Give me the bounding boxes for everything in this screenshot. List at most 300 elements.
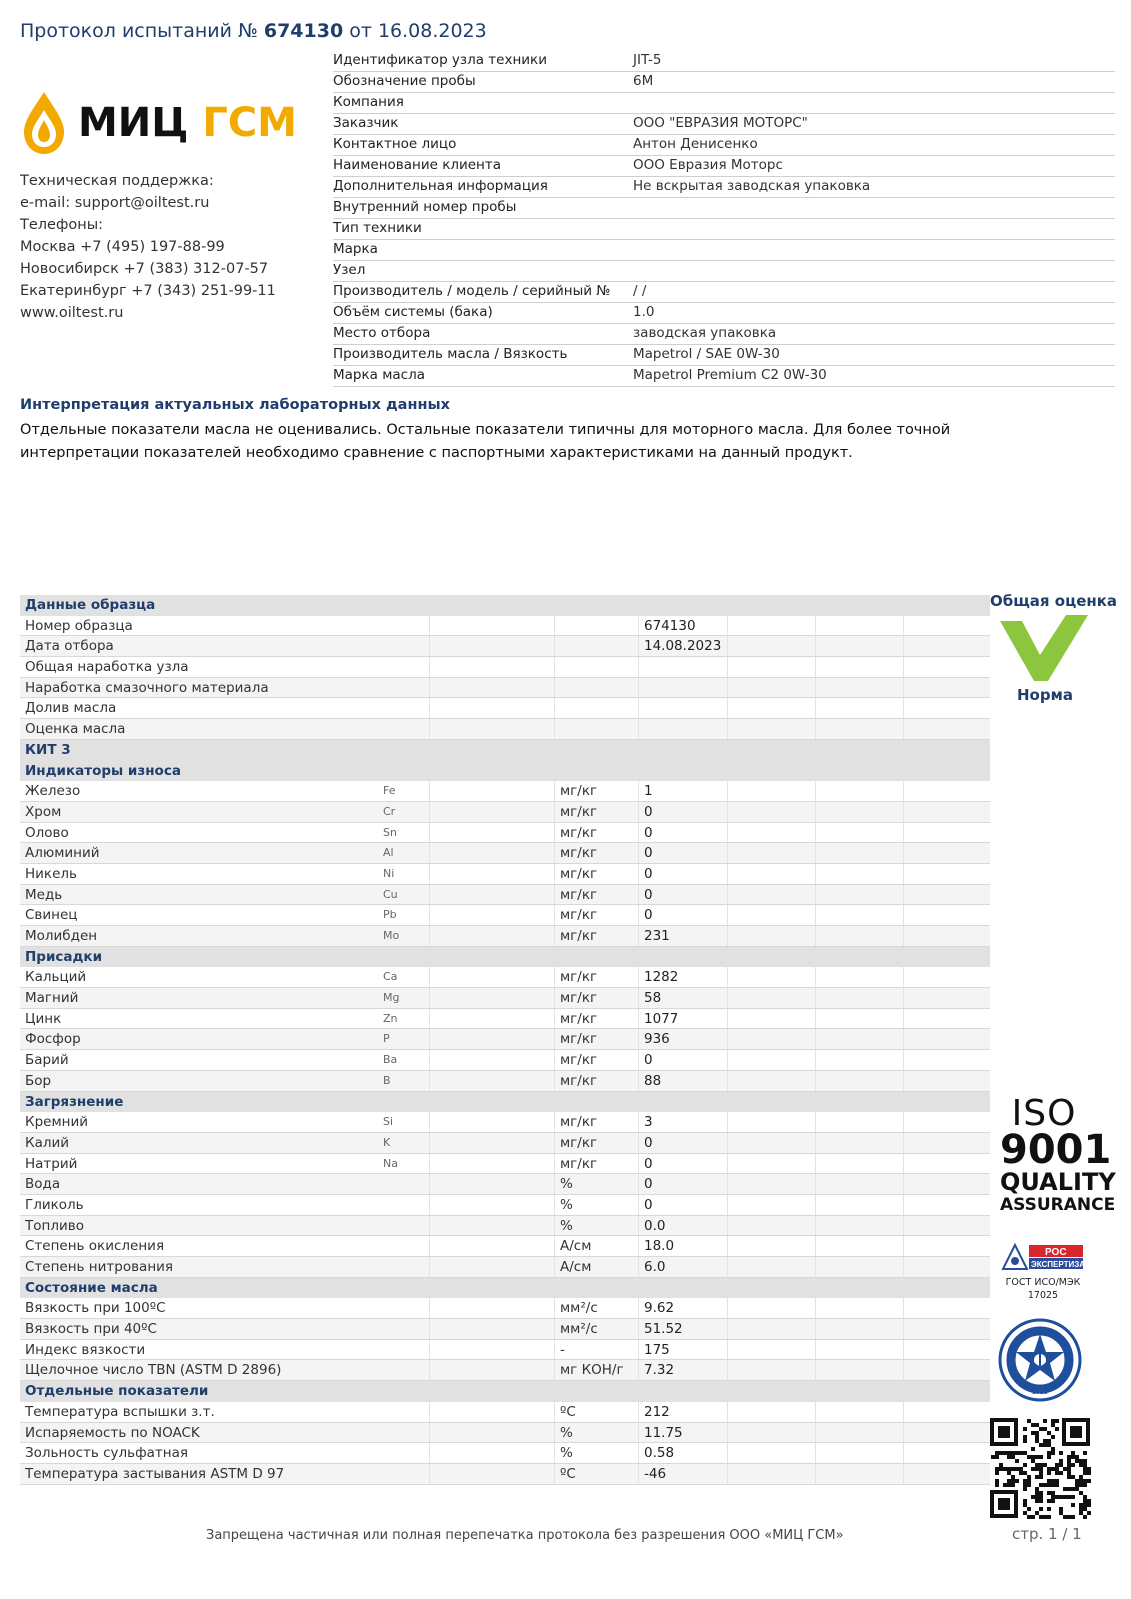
info-row [333, 114, 1115, 135]
info-row [333, 135, 1115, 156]
empty-cell [728, 1257, 816, 1277]
interpretation-heading: Интерпретация актуальных лабораторных данных [20, 397, 450, 413]
element-symbol [378, 1236, 430, 1256]
value-cell: 0.0 [639, 1216, 728, 1236]
empty-cell [728, 988, 816, 1008]
param-name: Оценка масла [25, 721, 126, 738]
empty-cell [728, 719, 816, 739]
empty-cell [430, 1319, 555, 1339]
empty-cell [728, 657, 816, 677]
unit-cell: мг/кг [555, 926, 639, 946]
table-row [20, 657, 990, 678]
element-symbol: Cu [378, 885, 430, 905]
info-label: Узел [333, 262, 366, 278]
element-symbol [378, 1443, 430, 1463]
empty-cell [728, 1340, 816, 1360]
unit-cell: мг/кг [555, 781, 639, 801]
empty-cell [728, 1216, 816, 1236]
value-cell: 0 [639, 1195, 728, 1215]
info-value: / / [633, 283, 647, 299]
element-symbol [378, 616, 430, 636]
param-name: Магний [25, 990, 79, 1007]
empty-cell [904, 1174, 990, 1194]
info-value: JIT-5 [633, 52, 662, 68]
empty-cell [904, 1257, 990, 1277]
table-row [20, 988, 990, 1009]
info-row [333, 198, 1115, 219]
info-row [333, 51, 1115, 72]
empty-cell [430, 885, 555, 905]
value-cell: 0 [639, 864, 728, 884]
table-row [20, 1071, 990, 1092]
value-cell [639, 678, 728, 698]
phone-novosibirsk: Новосибирск +7 (383) 312-07-57 [20, 261, 269, 277]
seal-year: 1913 [1032, 1389, 1048, 1396]
section-title: Загрязнение [25, 1093, 124, 1110]
info-value: ООО "ЕВРАЗИЯ МОТОРС" [633, 115, 808, 131]
info-label: Наименование клиента [333, 157, 502, 173]
table-row [20, 1443, 990, 1464]
empty-cell [430, 1464, 555, 1484]
table-row [20, 1257, 990, 1278]
empty-cell [816, 1298, 904, 1318]
empty-cell [904, 1071, 990, 1091]
section-header [20, 1278, 990, 1299]
empty-cell [728, 843, 816, 863]
empty-cell [904, 1443, 990, 1463]
logo-text-orange: ГСМ [202, 100, 297, 146]
empty-cell [728, 1133, 816, 1153]
param-name: Кальций [25, 969, 87, 986]
support-label: Техническая поддержка: [20, 173, 214, 189]
empty-cell [728, 885, 816, 905]
element-symbol [378, 1257, 430, 1277]
contacts-block [20, 170, 276, 324]
title-prefix: Протокол испытаний № [20, 20, 258, 42]
value-cell: 0 [639, 843, 728, 863]
table-row [20, 1402, 990, 1423]
unit-cell: мм²/с [555, 1298, 639, 1318]
table-row [20, 636, 990, 657]
empty-cell [904, 885, 990, 905]
iso-line2: 9001 [1000, 1127, 1112, 1173]
element-symbol: Na [378, 1154, 430, 1174]
empty-cell [904, 719, 990, 739]
empty-cell [728, 1195, 816, 1215]
table-row [20, 1050, 990, 1071]
info-row [333, 177, 1115, 198]
ros-expertiza-logo-icon [1001, 1243, 1085, 1271]
element-symbol [378, 657, 430, 677]
logo-text-dark: МИЦ [78, 100, 189, 146]
lab-results-table [20, 595, 990, 1485]
empty-cell [904, 967, 990, 987]
empty-cell [816, 719, 904, 739]
unit-cell: - [555, 1340, 639, 1360]
info-row [333, 156, 1115, 177]
empty-cell [430, 864, 555, 884]
param-name: Барий [25, 1052, 69, 1069]
element-symbol [378, 678, 430, 698]
param-name: Долив масла [25, 700, 117, 717]
param-name: Цинк [25, 1010, 62, 1027]
empty-cell [816, 843, 904, 863]
param-name: Наработка смазочного материала [25, 679, 269, 696]
value-cell: 0 [639, 1154, 728, 1174]
value-cell: 1077 [639, 1009, 728, 1029]
element-symbol: Al [378, 843, 430, 863]
empty-cell [430, 1236, 555, 1256]
info-value: Не вскрытая заводская упаковка [633, 178, 871, 194]
element-symbol [378, 1464, 430, 1484]
unit-cell: мг/кг [555, 843, 639, 863]
empty-cell [728, 1402, 816, 1422]
element-symbol [378, 698, 430, 718]
iso-line1: ISO [1011, 1093, 1077, 1134]
section-header [20, 1381, 990, 1402]
empty-cell [430, 1009, 555, 1029]
empty-cell [816, 781, 904, 801]
empty-cell [430, 719, 555, 739]
value-cell [639, 719, 728, 739]
unit-cell [555, 636, 639, 656]
value-cell [639, 657, 728, 677]
element-symbol [378, 1195, 430, 1215]
info-value: 1.0 [633, 304, 655, 320]
table-row [20, 843, 990, 864]
empty-cell [728, 823, 816, 843]
overall-label: Общая оценка [990, 592, 1118, 610]
protocol-title [20, 20, 487, 42]
unit-cell: ºC [555, 1464, 639, 1484]
empty-cell [816, 926, 904, 946]
info-value: заводская упаковка [633, 325, 777, 341]
empty-cell [430, 616, 555, 636]
element-symbol: Cr [378, 802, 430, 822]
table-row [20, 1319, 990, 1340]
empty-cell [904, 926, 990, 946]
empty-cell [816, 1402, 904, 1422]
param-name: Испаряемость по NOACK [25, 1424, 200, 1441]
empty-cell [430, 781, 555, 801]
info-value: 6M [633, 73, 654, 89]
element-symbol [378, 1216, 430, 1236]
table-row [20, 802, 990, 823]
empty-cell [816, 1050, 904, 1070]
empty-cell [904, 1423, 990, 1443]
section-title: Индикаторы износа [25, 762, 181, 779]
ros-caption-2: 17025 [1027, 1290, 1059, 1301]
info-value: Антон Денисенко [633, 136, 758, 152]
unit-cell: % [555, 1443, 639, 1463]
table-row [20, 1154, 990, 1175]
empty-cell [430, 905, 555, 925]
param-name: Вязкость при 40ºC [25, 1321, 157, 1338]
value-cell [639, 698, 728, 718]
empty-cell [728, 678, 816, 698]
info-row [333, 240, 1115, 261]
interpretation-text: Отдельные показатели масла не оценивались. Остальные показатели типичны для моторного масла. Для более точной интерпретации показателей необходимо сравнение с паспортными характеристиками на данный продукт. [20, 422, 951, 461]
empty-cell [430, 802, 555, 822]
website-link[interactable]: www.oiltest.ru [20, 305, 124, 321]
overall-check-icon [1000, 615, 1088, 681]
info-row [333, 261, 1115, 282]
empty-cell [816, 636, 904, 656]
param-name: Калий [25, 1134, 70, 1151]
param-name: Алюминий [25, 845, 100, 862]
info-row [333, 324, 1115, 345]
empty-cell [728, 1443, 816, 1463]
unit-cell: мг КОН/г [555, 1360, 639, 1380]
empty-cell [816, 657, 904, 677]
value-cell: 14.08.2023 [639, 636, 728, 656]
element-symbol: Ba [378, 1050, 430, 1070]
empty-cell [904, 1402, 990, 1422]
info-label: Контактное лицо [333, 136, 457, 152]
section-title: Данные образца [25, 597, 156, 613]
empty-cell [728, 1423, 816, 1443]
param-name: Зольность сульфатная [25, 1445, 189, 1462]
empty-cell [816, 1174, 904, 1194]
empty-cell [904, 1298, 990, 1318]
qr-code-icon [990, 1418, 1092, 1520]
value-cell: 18.0 [639, 1236, 728, 1256]
empty-cell [430, 636, 555, 656]
table-row [20, 719, 990, 740]
empty-cell [904, 1195, 990, 1215]
element-symbol [378, 719, 430, 739]
param-name: Вода [25, 1176, 61, 1193]
unit-cell: мг/кг [555, 885, 639, 905]
element-symbol: Mo [378, 926, 430, 946]
empty-cell [816, 885, 904, 905]
empty-cell [816, 823, 904, 843]
table-row [20, 967, 990, 988]
unit-cell: А/см [555, 1257, 639, 1277]
table-row [20, 926, 990, 947]
table-row [20, 781, 990, 802]
param-name: Дата отбора [25, 638, 114, 655]
table-row [20, 1195, 990, 1216]
param-name: Натрий [25, 1155, 78, 1172]
iso-9001-badge [1000, 1093, 1116, 1215]
company-logo [20, 90, 297, 156]
empty-cell [904, 781, 990, 801]
empty-cell [904, 657, 990, 677]
value-cell: 0 [639, 1133, 728, 1153]
info-value: ООО Евразия Моторс [633, 157, 783, 173]
info-label: Идентификатор узла техники [333, 52, 547, 68]
param-name: Номер образца [25, 617, 133, 634]
value-cell: 175 [639, 1340, 728, 1360]
empty-cell [816, 1423, 904, 1443]
value-cell: 231 [639, 926, 728, 946]
empty-cell [430, 1133, 555, 1153]
unit-cell: мг/кг [555, 967, 639, 987]
empty-cell [430, 967, 555, 987]
element-symbol: P [378, 1029, 430, 1049]
empty-cell [816, 1009, 904, 1029]
unit-cell: мг/кг [555, 1154, 639, 1174]
iso-line4: ASSURANCE [1000, 1195, 1116, 1215]
empty-cell [728, 1112, 816, 1132]
protocol-date: от 16.08.2023 [349, 20, 487, 42]
element-symbol: B [378, 1071, 430, 1091]
value-cell: 0 [639, 905, 728, 925]
section-title: Отдельные показатели [25, 1383, 209, 1400]
empty-cell [430, 1360, 555, 1380]
sample-info-table [333, 51, 1115, 387]
empty-cell [430, 1174, 555, 1194]
empty-cell [430, 1423, 555, 1443]
empty-cell [904, 1340, 990, 1360]
maritime-register-seal-icon [998, 1318, 1082, 1402]
empty-cell [728, 1319, 816, 1339]
oil-drop-icon [20, 90, 68, 156]
info-row [333, 219, 1115, 240]
empty-cell [728, 1236, 816, 1256]
table-row [20, 905, 990, 926]
empty-cell [728, 698, 816, 718]
section-header [20, 1092, 990, 1113]
param-name: Общая наработка узла [25, 659, 189, 676]
unit-cell: % [555, 1174, 639, 1194]
phone-moscow: Москва +7 (495) 197-88-99 [20, 239, 225, 255]
table-row [20, 1133, 990, 1154]
info-label: Место отбора [333, 325, 431, 341]
empty-cell [728, 967, 816, 987]
unit-cell: мг/кг [555, 1029, 639, 1049]
info-row [333, 282, 1115, 303]
unit-cell: мг/кг [555, 1050, 639, 1070]
table-row [20, 1174, 990, 1195]
empty-cell [816, 1133, 904, 1153]
unit-cell: % [555, 1216, 639, 1236]
info-label: Дополнительная информация [333, 178, 548, 194]
value-cell: 0 [639, 823, 728, 843]
unit-cell: А/см [555, 1236, 639, 1256]
empty-cell [904, 1133, 990, 1153]
param-name: Железо [25, 783, 81, 800]
empty-cell [728, 781, 816, 801]
info-label: Объём системы (бака) [333, 304, 493, 320]
value-cell: 58 [639, 988, 728, 1008]
empty-cell [430, 1298, 555, 1318]
param-name: Свинец [25, 907, 78, 924]
table-row [20, 1298, 990, 1319]
ros-bottom-text: ЭКСПЕРТИЗА [1031, 1260, 1085, 1269]
phones-label: Телефоны: [20, 217, 104, 233]
element-symbol: Ni [378, 864, 430, 884]
empty-cell [728, 1174, 816, 1194]
table-row [20, 1236, 990, 1257]
empty-cell [430, 1340, 555, 1360]
empty-cell [430, 988, 555, 1008]
element-symbol [378, 1340, 430, 1360]
empty-cell [816, 1216, 904, 1236]
empty-cell [816, 988, 904, 1008]
info-label: Марка [333, 241, 378, 257]
element-symbol: Zn [378, 1009, 430, 1029]
unit-cell: ºC [555, 1402, 639, 1422]
empty-cell [904, 1112, 990, 1132]
empty-cell [816, 616, 904, 636]
empty-cell [816, 1257, 904, 1277]
section-header [20, 947, 990, 968]
unit-cell: % [555, 1423, 639, 1443]
value-cell: 0 [639, 1174, 728, 1194]
param-name: Бор [25, 1072, 52, 1089]
empty-cell [430, 1029, 555, 1049]
table-row [20, 698, 990, 719]
empty-cell [904, 1029, 990, 1049]
empty-cell [904, 1319, 990, 1339]
section-title: Состояние масла [25, 1279, 158, 1296]
section-header [20, 595, 990, 616]
param-name: Кремний [25, 1114, 89, 1131]
value-cell: 212 [639, 1402, 728, 1422]
value-cell: 88 [639, 1071, 728, 1091]
element-symbol [378, 1360, 430, 1380]
param-name: Щелочное число TBN (ASTM D 2896) [25, 1362, 282, 1379]
table-row [20, 823, 990, 844]
param-name: Никель [25, 865, 77, 882]
ros-expertiza-badge [998, 1243, 1088, 1301]
empty-cell [816, 905, 904, 925]
info-label: Компания [333, 94, 404, 110]
section-title: КИТ 3 [25, 741, 71, 758]
value-cell: 0 [639, 885, 728, 905]
table-row [20, 1340, 990, 1361]
element-symbol [378, 1402, 430, 1422]
empty-cell [904, 1050, 990, 1070]
unit-cell: мг/кг [555, 864, 639, 884]
empty-cell [430, 1257, 555, 1277]
value-cell: 7.32 [639, 1360, 728, 1380]
unit-cell: мг/кг [555, 988, 639, 1008]
empty-cell [430, 1071, 555, 1091]
empty-cell [904, 616, 990, 636]
element-symbol: Si [378, 1112, 430, 1132]
empty-cell [728, 1360, 816, 1380]
value-cell: 0 [639, 1050, 728, 1070]
empty-cell [816, 967, 904, 987]
empty-cell [430, 843, 555, 863]
element-symbol [378, 1298, 430, 1318]
empty-cell [728, 905, 816, 925]
param-name: Индекс вязкости [25, 1341, 146, 1358]
unit-cell: мг/кг [555, 823, 639, 843]
empty-cell [728, 926, 816, 946]
empty-cell [904, 636, 990, 656]
value-cell: 1282 [639, 967, 728, 987]
param-name: Температура застывания ASTM D 97 [25, 1465, 285, 1482]
table-row [20, 616, 990, 637]
unit-cell: мг/кг [555, 1133, 639, 1153]
element-symbol: Sn [378, 823, 430, 843]
empty-cell [904, 698, 990, 718]
empty-cell [816, 1154, 904, 1174]
support-email[interactable]: e-mail: support@oiltest.ru [20, 195, 210, 211]
empty-cell [430, 1050, 555, 1070]
empty-cell [816, 1443, 904, 1463]
param-name: Гликоль [25, 1196, 84, 1213]
param-name: Олово [25, 824, 69, 841]
empty-cell [728, 802, 816, 822]
info-label: Внутренний номер пробы [333, 199, 517, 215]
empty-cell [904, 823, 990, 843]
table-row [20, 1464, 990, 1485]
